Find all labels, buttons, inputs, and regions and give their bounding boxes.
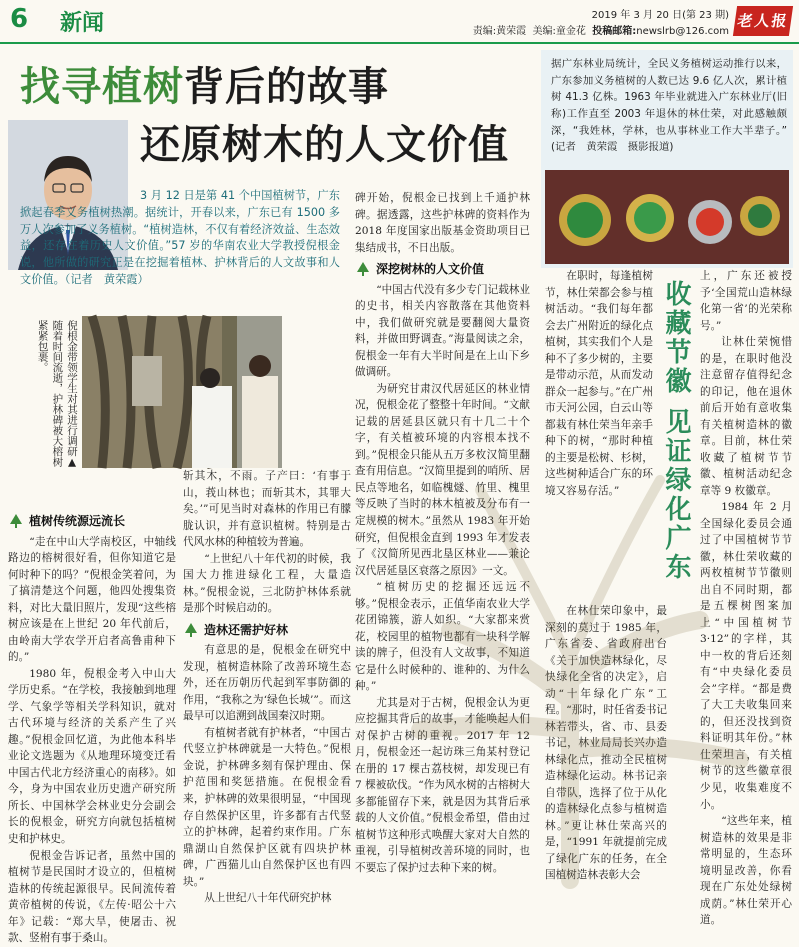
- paragraph: 尤其是对于古树，倪根金认为更应挖掘其背后的故事，才能唤起人们对保护古树的重视。2017 年 12 月，倪根金还一起访珠三角某村登记在册的 17 棵古荔枝树，却发现已有 7 棵被砍伐。“作为风水树的古榕树大多都能留存下来，就是因为其背后承载的人文价值。”倪根金希望，借由过植树节这种形式唤醒大家对大自然的重视，引导植树改善环境的同时，也不要忘了保护过去种下来的树。: [355, 696, 530, 874]
- section-title: 新闻: [60, 10, 105, 36]
- email-label: 投稿邮箱:: [592, 26, 637, 37]
- paragraph: 1980 年，倪根金考入中山大学历史系。“在学校，我接触到地理学、气象学等相关学科知识，就对古代环境与经济的关系产生了兴趣。”倪根金回忆道，为此他本科毕业论文选题为《从地理环境变迁看中国古代北方经济重心的南移》。如今，身为中国农业历史遗产研究所所长、中国林学会林业史分会副会长的倪根金，研究方向就包括植树史和护林史。: [8, 667, 176, 845]
- tree-stele-illustration: [82, 316, 282, 468]
- lead-paragraph: 3 月 12 日是第 41 个中国植树节，广东掀起春季义务植树热潮。据统计，开春以来，广东已有 1500 多万人次参加了义务植树。“植树造林，不仅有着经济效益、生态效益，还存在着历史人文价值。”57 岁的华南农业大学教授倪根金说，他所做的研究正是在挖掘着植林、护林背后的人文故事和人文价值。（记者 黄荣霞）: [20, 189, 340, 286]
- article-column-2: [183, 468, 351, 916]
- paragraph: 碑开始，倪根金已找到上千通护林碑。据透露，这些护林碑的资料作为 2018 年度国家出版基金资助项目已集结成书，不日出版。: [355, 192, 530, 254]
- feature-vertical-title: 收藏节徽 见证绿化广东: [661, 280, 691, 583]
- paragraph: 从上世纪八十年代研究护林: [204, 892, 332, 905]
- tree-icon: [183, 622, 199, 638]
- headline-rest: 背后的故事: [184, 63, 389, 110]
- subheading-cultural-value: 深挖树林的人文价值: [355, 260, 530, 279]
- photo-caption: 倪根金带领学生对其进行调研▲随着时间流逝，护林碑被大榕树紧紧包裹。: [36, 320, 78, 469]
- paragraph: 在林仕荣印象中，最深刻的莫过于 1985 年，广东省委、省政府出台《关于加快造林绿化，尽快绿化全省的决定》，启动“十年绿化广东”工程。“那时，时任省委书记林若带头，省、市、县委书记，林业局局长兴办造林绿化点，推动全民植树造林绿化运动。林书记亲自带队，选择了位于从化的造林绿化点参与植树造林。”更让林仕荣高兴的是，“1991 年就提前完成了绿化广东的任务，在全国植树造林表彰大会: [545, 605, 667, 882]
- headline-line1: [20, 55, 389, 112]
- headline-highlight: 找寻植树: [20, 63, 184, 110]
- paragraph: 斩其木，不雨。子产曰：‘有事于山，莪山林也；而斩其木，其罪大矣。’”可见当时对森林的作用已有朦胧认识，并有意识植树。特别是古代风水林的种植较为普遍。: [183, 470, 351, 549]
- editor-credit: 责编:黄荣霞: [472, 26, 527, 37]
- headline-line2: 还原树木的人文价值: [140, 121, 509, 168]
- article-column-1: [8, 508, 176, 945]
- paragraph: “中国古代没有多少专门记载林业的史书，相关内容散落在其他资料中，我们做研究就是要翻阅大量资料，并做田野调查。”海量阅读之余，倪根金一年有大半时间是在上山下乡做调研。: [355, 283, 530, 379]
- credits-line: [473, 22, 729, 37]
- paragraph: 有植树者就有护林者，“中国古代竖立护林碑就是一大特色。”倪根金说，护林碑多刻有保护理由、保护范围和奖惩措施。在倪根金看来，护林碑的效果很明显，“中国现存自然保护区里，许多都有古代竖立的护林碑，起着约束作用。广东鼎湖山自然保护区就有四块护林碑，广西猫儿山自然保护区也有四块。”: [183, 726, 351, 888]
- paragraph: 1984 年 2 月全国绿化委员会通过了中国植树节节徽，林仕荣收藏的两枚植树节节徽则出自不同时期，都是五棵树图案加上“中国植树节 3·12”的字样，其中一枚的背后还刻有“中央绿化委员会”字样。“都是费了大工夫收集回来的，但还没找到资料证明其年份。”林仕荣坦言，有关植树节的这些徽章很少见，收集难度不小。: [700, 501, 792, 811]
- feature-column-1b: [545, 603, 667, 913]
- subheading-protect-forest: 造林还需护好林: [183, 621, 351, 640]
- paragraph: 有意思的是，倪根金在研究中发现，植树造林除了改善环境生态外，还在历朝历代起到军事防御的作用，“我称之为‘绿色长城’”。而这最早可以追溯到战国秦汉时期。: [183, 644, 351, 723]
- article-column-3: [355, 190, 530, 916]
- feature-intro-text: 据广东林业局统计，全民义务植树运动推行以来，广东参加义务植树的人数已达 9.6 亿人次，累计植树 41.3 亿株。1963 年毕业就进入广东林业厅(旧称)工作直至 2003 年退休的林仕荣，对此感触颇深，“我姓林，学林，也从事林业工作大半辈子。” (记者 黄荣霞 摄影报道): [551, 58, 798, 154]
- feature-column-2: [700, 268, 792, 927]
- paragraph: 让林仕荣惋惜的是，在职时他没注意留存值得纪念的印记，他在退休前后开始有意收集有关植树造林的徽章。目前，林仕荣收藏了植树节节徽、植树活动纪念章等 9 枚徽章。: [700, 336, 792, 497]
- paragraph: 倪根金告诉记者，虽然中国的植树节是民国时才设立的，但植树造林的传统起源很早。民间流传着黄帝植树的传说，《左传·昭公十六年》记载：“郑大旱，使屠击、祝款、竖柎有事于桑山。: [8, 849, 176, 945]
- tree-icon: [355, 261, 371, 277]
- paragraph: “走在中山大学南校区，中轴线路边的榕树很好看，但你知道它是何时种下的吗？”倪根金笑着问，为了搞清楚这个问题，他四处搜集资料，对比大量旧照片，发现“这些榕树应该是在上世纪 20 年代前后，由岭南大学农学开启者高鲁甫种下的。”: [8, 535, 176, 664]
- badges-illustration: [545, 170, 789, 264]
- feature-column-1: [545, 268, 653, 603]
- paragraph: 在职时，每逢植树节，林仕荣都会参与植树活动。“我们每年都会去广州附近的绿化点植树，其实我们个人是种不了多少树的，主要是带动示范，从而发动群众一起参与。”在广州市天河公园，白云山等都栽有林仕荣当年亲手种下的树，“那时种植的主要是松树、杉树，这些树种适合广东的环境又容易存活。”: [545, 270, 653, 497]
- tree-icon: [8, 513, 24, 529]
- tree-stele-photo: [82, 316, 282, 468]
- page-number: 6: [10, 4, 29, 34]
- issue-date: 2019 年 3 月 20 日(第 23 期): [591, 10, 729, 21]
- feature-intro-box: [541, 50, 798, 268]
- subheading-tradition: 植树传统源远流长: [8, 512, 176, 531]
- paragraph: “这些年来，植树造林的效果是非常明显的，生态环境明显改善，你看现在广东处处绿树成荫。”林仕荣开心道。: [700, 815, 792, 927]
- page-header: [0, 0, 799, 44]
- newspaper-logo: 老人报: [733, 6, 793, 36]
- paragraph: 为研究甘肃汉代居延区的林业情况，倪根金花了整整十年时间。“文献记载的居延县区就只有十几二十个字，有关植被环境的内容根本找不到。”倪根金只能从五万多枚汉简里翻查有用信息。“汉简里提到的哨所、居民点等地名，如临槐燧、竹里、槐里等反映了当时的林木植被及分布有一定规模的树木。”虽然从 1983 年开始研究，但倪根金直到 1993 年才发表了《汉简所见西北垦区林业——兼论汉代居延垦区衰落之原因》一文。: [355, 382, 530, 577]
- paragraph: 上，广东还被授予‘全国荒山造林绿化第一省’的光荣称号。”: [700, 270, 792, 332]
- email-link[interactable]: newslrb@126.com: [636, 26, 729, 37]
- paragraph: “植树历史的挖掘还远远不够。”倪根金表示，正值华南农业大学花团锦簇，游人如织。“大家都来赏花，校园里的植物也都有一块科学解读的牌子，但没有人文故事，不知道它是什么时候种的、谁种的、为什么种。”: [355, 581, 530, 693]
- art-editor-credit: 美编:童金花: [532, 26, 586, 37]
- badges-photo: [545, 170, 789, 264]
- paragraph: “上世纪八十年代初的时候，我国大力推进绿化工程，大量造林。”倪根金说，三北防护林体系就是那个时候启动的。: [183, 552, 351, 615]
